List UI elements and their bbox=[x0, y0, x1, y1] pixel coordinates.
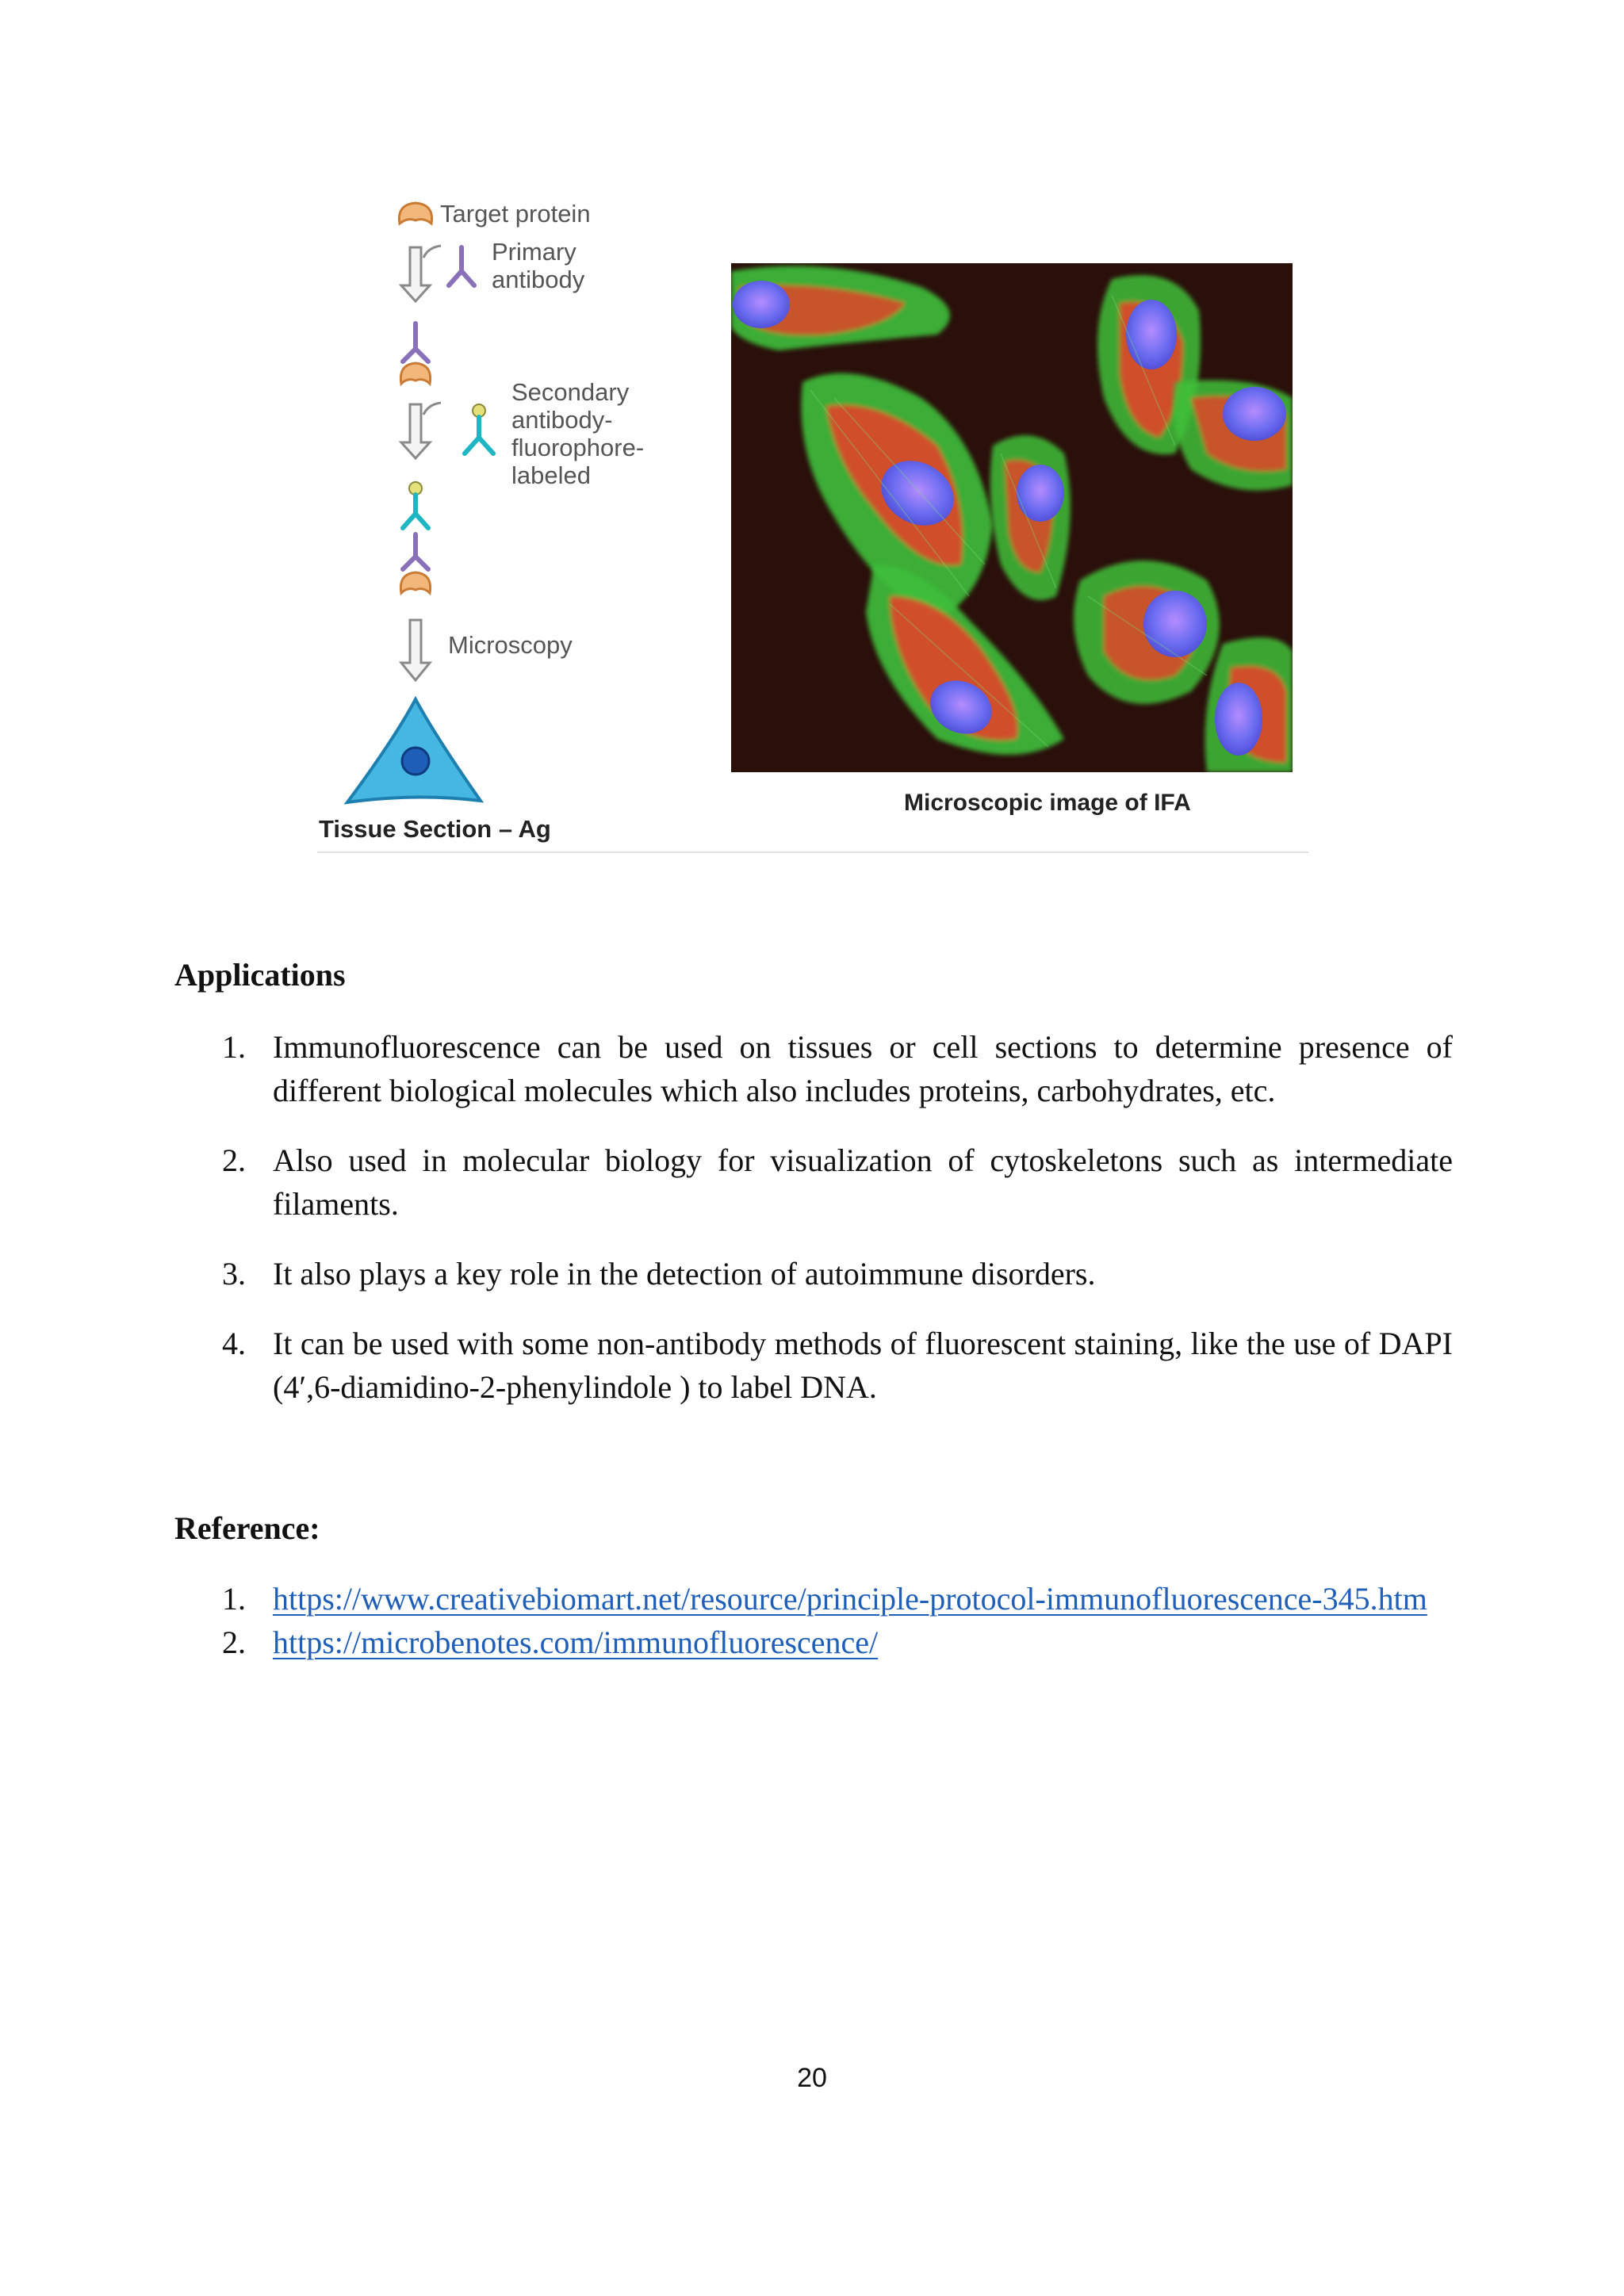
list-number: 2. bbox=[222, 1142, 246, 1178]
label-microscopy: Microscopy bbox=[448, 631, 573, 659]
label-primary-line2: antibody bbox=[492, 266, 585, 293]
list-number: 2. bbox=[222, 1624, 246, 1660]
arrow-down-icon bbox=[401, 246, 441, 301]
reference-heading: Reference: bbox=[174, 1510, 320, 1546]
labeled-complex-icon bbox=[400, 482, 430, 593]
micrograph-caption: Microscopic image of IFA bbox=[904, 790, 1191, 816]
immunofluorescence-micrograph bbox=[731, 263, 1293, 772]
list-item bbox=[174, 1621, 1453, 1664]
arrow-down-icon bbox=[401, 403, 441, 458]
list-item bbox=[174, 1322, 1453, 1409]
arrow-down-icon bbox=[401, 620, 430, 680]
bound-primary-complex-icon bbox=[400, 323, 430, 384]
figure-divider bbox=[317, 851, 1308, 853]
list-item-text: It can be used with some non-antibody methods of fluorescent staining, like the use of DAPI (4′,6-diamidino-2-phenylindole ) to label DNA. bbox=[273, 1326, 1453, 1405]
list-item-text: Immunofluorescence can be used on tissues or cell sections to determine presence of different biological molecules which also includes proteins, carbohydrates, etc. bbox=[273, 1029, 1453, 1108]
secondary-antibody-icon bbox=[465, 404, 493, 453]
list-item bbox=[174, 1025, 1453, 1112]
reference-link[interactable]: https://microbenotes.com/immunofluorescence/ bbox=[273, 1624, 879, 1660]
applications-heading: Applications bbox=[174, 957, 346, 993]
label-secondary-line4: labeled bbox=[511, 461, 591, 489]
list-item bbox=[174, 1577, 1453, 1621]
label-primary-line1: Primary bbox=[492, 238, 576, 266]
diagram-caption: Tissue Section – Ag bbox=[319, 815, 551, 843]
label-secondary-line1: Secondary bbox=[511, 378, 630, 406]
target-protein-icon bbox=[399, 203, 431, 224]
reference-link[interactable]: https://www.creativebiomart.net/resource/principle-protocol-immunofluorescence-345.htm bbox=[273, 1581, 1427, 1617]
applications-list bbox=[174, 1025, 1453, 1435]
list-item-text: It also plays a key role in the detection of autoimmune disorders. bbox=[273, 1256, 1096, 1292]
tissue-cell-icon bbox=[347, 699, 481, 802]
list-number: 3. bbox=[222, 1256, 246, 1292]
ifa-figure bbox=[317, 182, 1308, 856]
list-number: 1. bbox=[222, 1581, 246, 1617]
label-target-protein: Target protein bbox=[440, 200, 591, 228]
list-item-text: Also used in molecular biology for visualization of cytoskeletons such as intermediate filaments. bbox=[273, 1142, 1453, 1222]
reference-list bbox=[174, 1577, 1453, 1664]
label-secondary-line2: antibody- bbox=[511, 406, 613, 434]
list-item bbox=[174, 1252, 1453, 1295]
list-item bbox=[174, 1138, 1453, 1226]
list-number: 1. bbox=[222, 1029, 246, 1065]
list-number: 4. bbox=[222, 1326, 246, 1361]
primary-antibody-icon bbox=[449, 247, 474, 285]
label-secondary-line3: fluorophore- bbox=[511, 434, 645, 461]
page-number: 20 bbox=[797, 2063, 827, 2093]
